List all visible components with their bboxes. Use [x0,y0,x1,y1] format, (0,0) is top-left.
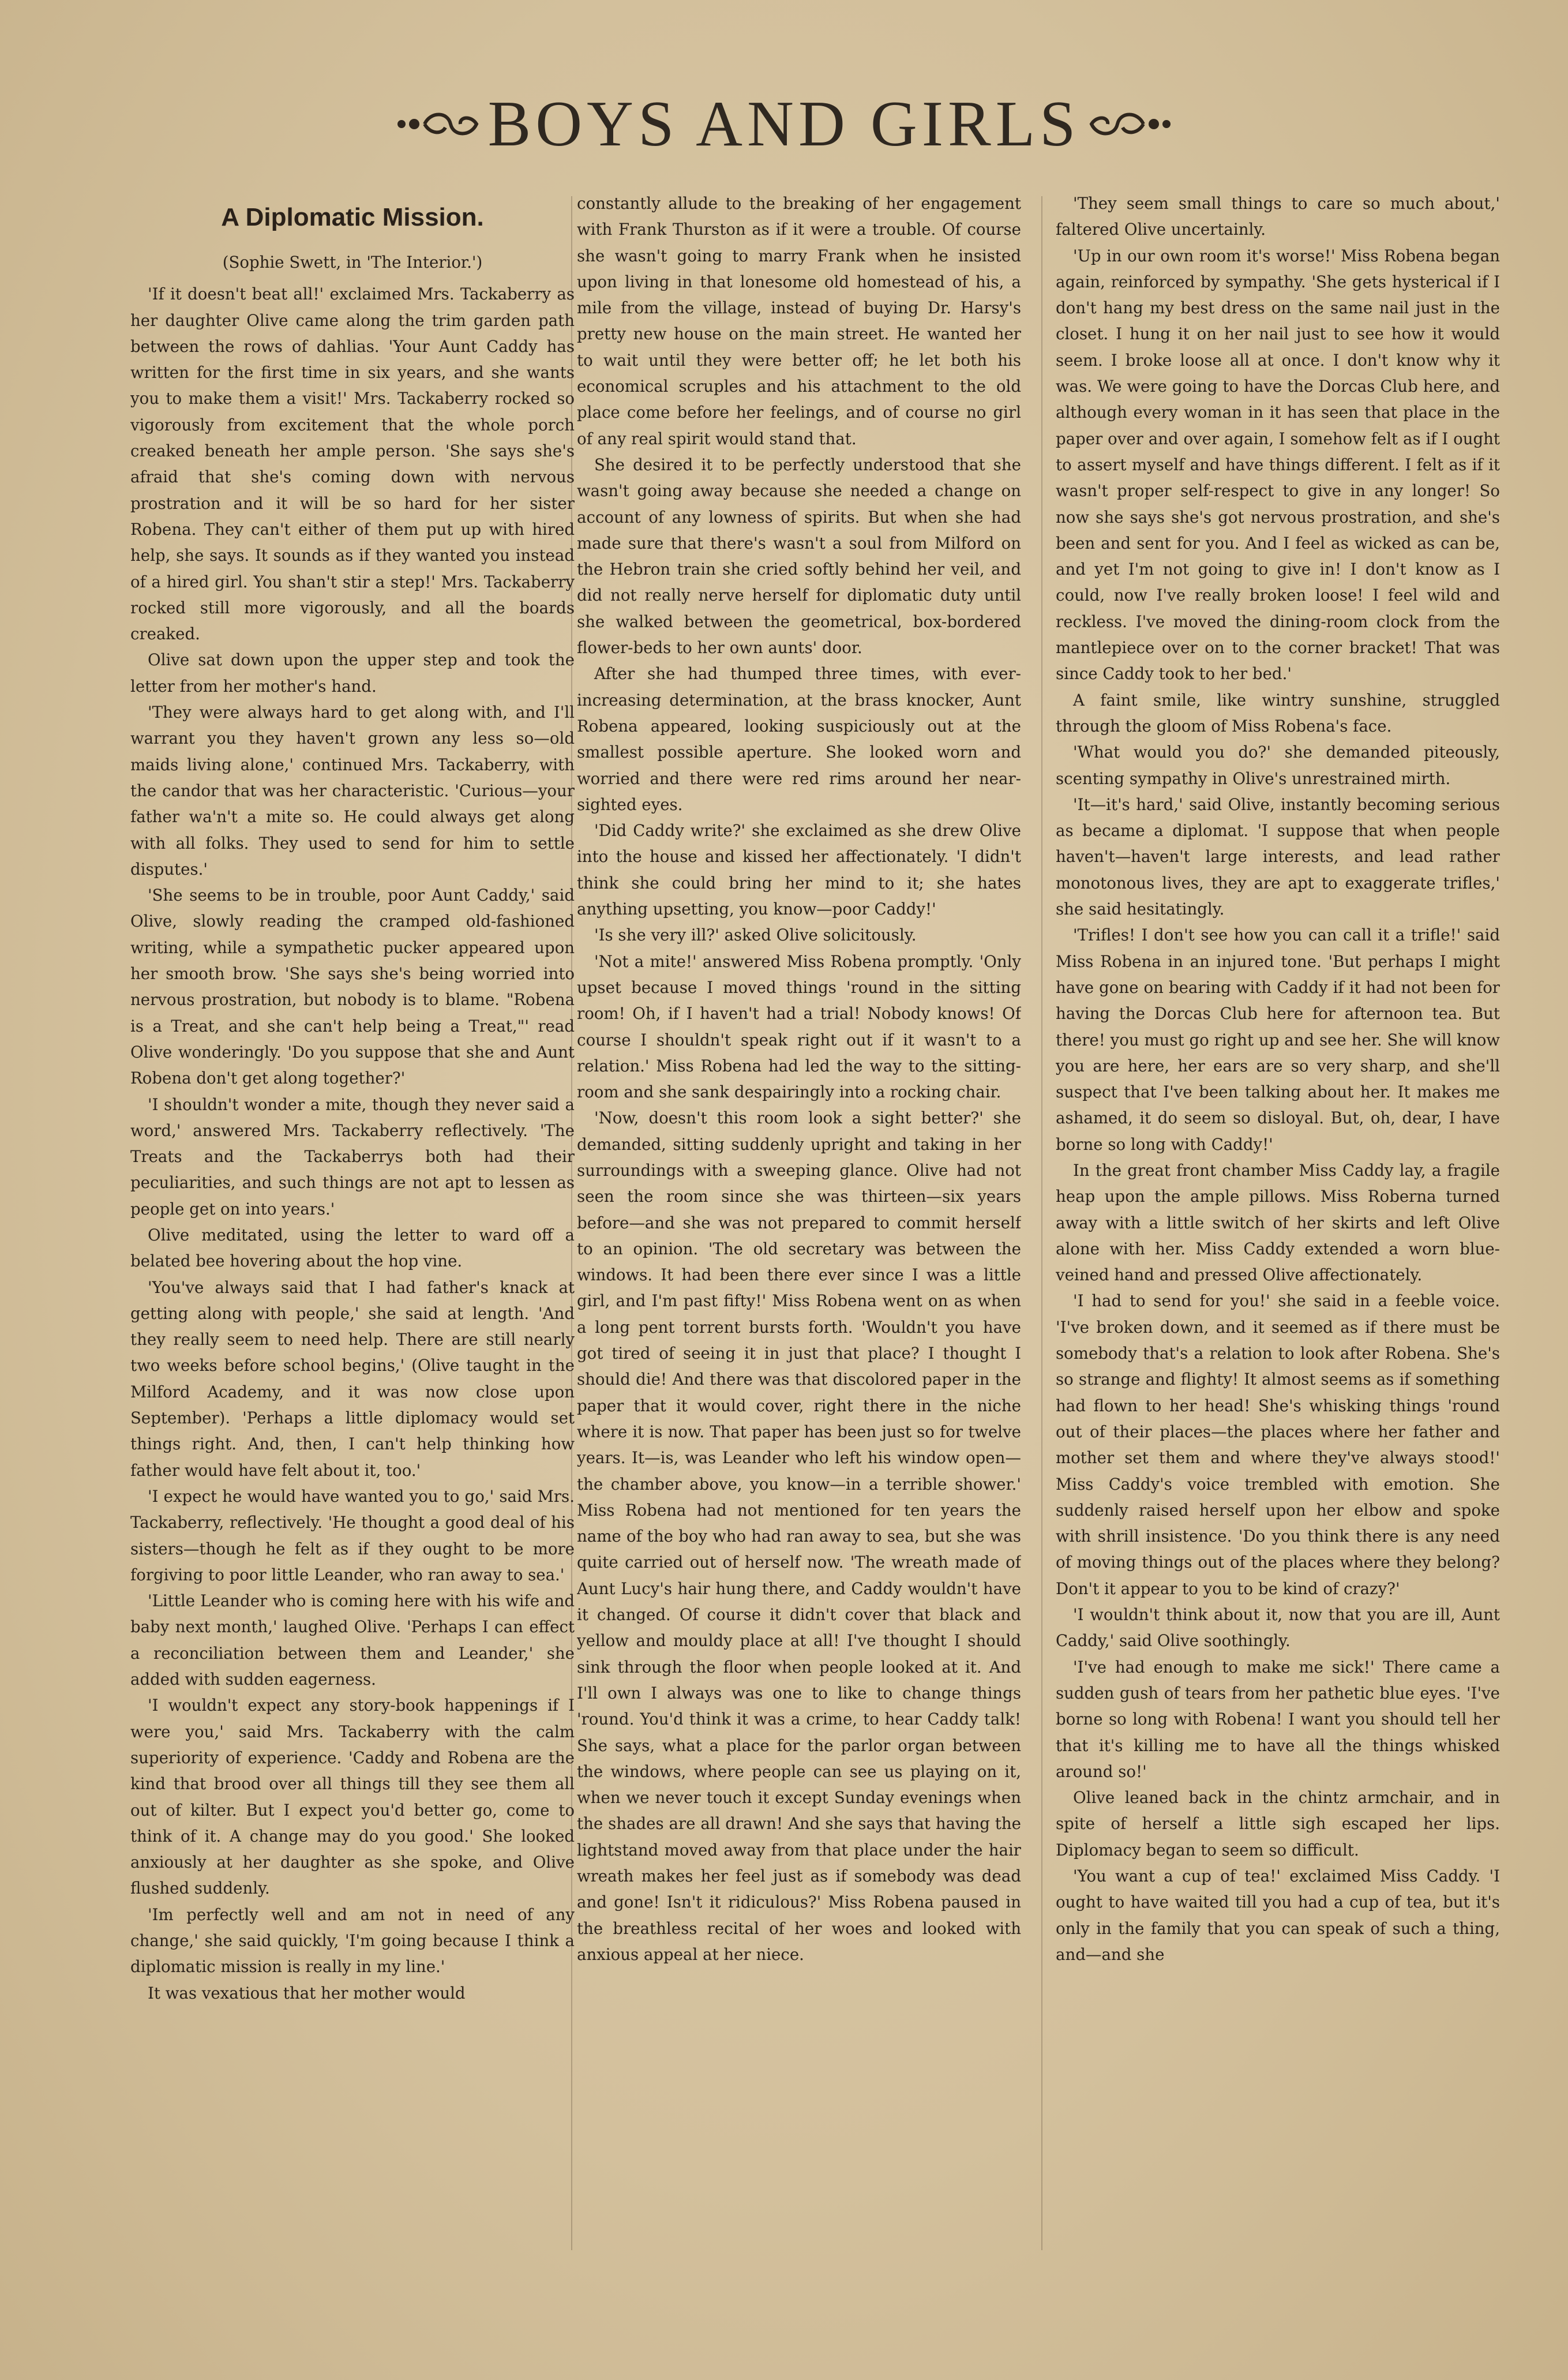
paragraph: It was vexatious that her mother would [148,1983,466,2003]
paragraph: 'Did Caddy write?' she exclaimed as she drew Olive into the house and kissed her affectionately. 'I didn't think she could bring her mind to it; she hates anything upsetting, you know—poor Caddy!' [577,821,1021,919]
paragraph: 'They seem small things to care so much about,' faltered Olive uncertainly. [1056,194,1500,239]
column-divider [571,196,572,2250]
paragraph: 'Little Leander who is coming here with his wife and baby next month,' laughed Olive. 'Perhaps I can effect a reconciliation between them and Leander,' she added with sudden eagerness. [130,1591,575,1689]
paragraph: 'Im perfectly well and am not in need of any change,' she said quickly, 'I'm going because I think a diplomatic mission is really in my line.' [130,1905,575,1977]
paragraph: 'Trifles! I don't see how you can call it a trifle!' said Miss Robena in an injured tone. 'But perhaps I might have gone on bearing with Caddy if it had not been for having the Dorcas Club here for afternoon tea. But there! you must go right up and see her. She will know you are here, her ears are so very sharp, and she'll suspect that I've been talking about her. It makes me ashamed, it do seem so disloyal. But, oh, dear, I have borne so long with Caddy!' [1056,925,1500,1154]
masthead [0,81,1568,167]
paragraph: 'Is she very ill?' asked Olive solicitously. [594,925,917,945]
paragraph: 'They were always hard to get along with, and I'll warrant you they haven't grown any less so—old maids living alone,' continued Mrs. Tackaberry, with the candor that was her characteristic. 'Curious—your father wa'n't a mite so. He could always get along with all folks. They used to send for him to settle disputes.' [130,703,575,879]
paragraph: 'I shouldn't wonder a mite, though they never said a word,' answered Mrs. Tackaberry reflectively. 'The Treats and the Tackaberrys both had their peculiarities, and such things are not apt to lessen as people get on into years.' [130,1095,575,1219]
paragraph: 'I expect he would have wanted you to go,' said Mrs. Tackaberry, reflectively. 'He thought a good deal of his sisters—though he felt as if they ought to be more forgiving to poor little Leander, who ran away to sea.' [130,1486,575,1584]
article-column-1 [130,190,575,2279]
paragraph: 'If it doesn't beat all!' exclaimed Mrs. Tackaberry as her daughter Olive came along the trim garden path between the rows of dahlias. 'Your Aunt Caddy has written for the first time in six years, and she wants you to make them a visit!' Mrs. Tackaberry rocked so vigorously from excitement that the whole porch creaked beneath her ample person. 'She says she's afraid that she's coming down with nervous prostration and it will be so hard for her sister Robena. They can't either of them put up with hired help, she says. It sounds as if they wanted you instead of a hired girl. You shan't stir a step!' Mrs. Tackaberry rocked still more vigorously, and all the boards creaked. [130,284,575,644]
paragraph: After she had thumped three times, with ever-increasing determination, at the brass knocker, Aunt Robena appeared, looking suspiciously out at the smallest possible aperture. She looked worn and worried and there were red rims around her near-sighted eyes. [577,664,1021,814]
paragraph: 'She seems to be in trouble, poor Aunt Caddy,' said Olive, slowly reading the cramped old-fashioned writing, while a sympathetic pucker appeared upon her smooth brow. 'She says she's being worried into nervous prostration, but nobody is to blame. "Robena is a Treat, and she can't help being a Treat,"' read Olive wonderingly. 'Do you suppose that she and Aunt Robena don't get along together?' [130,886,575,1088]
paragraph: 'Not a mite!' answered Miss Robena promptly. 'Only upset because I moved things 'round in the sitting room! Oh, if I haven't had a trial! Nobody knows! Of course I shouldn't speak right out if it wasn't to a relation.' Miss Robena had led the way to the sitting-room and she sank despairingly into a rocking chair. [577,951,1021,1102]
article-title: A Diplomatic Mission. [221,203,484,231]
article-byline: (Sophie Swett, in 'The Interior.') [222,253,483,272]
paragraph: 'Up in our own room it's worse!' Miss Robena began again, reinforced by sympathy. 'She gets hysterical if I don't hang my best dress on the same nail just in the closet. I hung it on her nail just to see how it would seem. I broke loose all at once. I don't know why it was. We were going to have the Dorcas Club here, and although every woman in it has seen that place in the paper over and over again, I somehow felt as if I ought to assert myself and have things different. I felt as if it wasn't proper self-respect to give in any longer! So now she says she's got nervous prostration, and she's been and sent for you. And I feel as wicked as can be, and yet I'm not going to give in! I don't know as I could, now I've really broken loose! I feel wild and reckless. I've moved the dining-room clock from the mantlepiece over on to the corner bracket! That was since Caddy took to her bed.' [1056,246,1500,684]
paragraph: Olive sat down upon the upper step and took the letter from her mother's hand. [130,650,575,696]
paragraph: In the great front chamber Miss Caddy lay, a fragile heap upon the ample pillows. Miss Roberna turned away with a little switch of her skirts and left Olive alone with her. Miss Caddy extended a worn blue-veined hand and pressed Olive affectionately. [1056,1160,1500,1285]
paragraph: 'I wouldn't think about it, now that you are ill, Aunt Caddy,' said Olive soothingly. [1056,1605,1500,1651]
paragraph: 'I've had enough to make me sick!' There came a sudden gush of tears from her pathetic blue eyes. 'I've borne so long with Robena! I want you should tell her that it's killing me to have all the things whisked around so!' [1056,1657,1500,1781]
paragraph: 'You want a cup of tea!' exclaimed Miss Caddy. 'I ought to have waited till you had a cup of tea, but it's only in the family that you can speak of such a thing, and—and she [1056,1866,1500,1964]
paragraph: 'I wouldn't expect any story-book happenings if I were you,' said Mrs. Tackaberry with the calm superiority of experience. 'Caddy and Robena are the kind that brood over all things till they see them all out of kilter. But I expect you'd better go, come to think of it. A change may do you good.' She looked anxiously at her daughter as she spoke, and Olive flushed suddenly. [130,1696,575,1898]
paragraph: 'I had to send for you!' she said in a feeble voice. 'I've broken down, and it seemed as if there must be somebody that's a relation to look after Robena. She's so strange and flighty! It almost seems as if something had flown to her head! She's whisking things 'round out of their places—the places where her father and mother set them and where they've always stood!' Miss Caddy's voice trembled with emotion. She suddenly raised herself upon her elbow and spoke with shrill insistence. 'Do you think there is any need of moving things out of the places where they belong? Don't it appear to you to be kind of crazy?' [1056,1291,1500,1598]
paragraph: Olive leaned back in the chintz armchair, and in spite of herself a little sigh escaped her lips. Diplomacy began to seem so difficult. [1056,1788,1500,1860]
paragraph: 'Now, doesn't this room look a sight better?' she demanded, sitting suddenly upright and taking in her surroundings with a sweeping glance. Olive had not seen the room since she was thirteen—six years before—and she was not prepared to commit herself to an opinion. 'The old secretary was between the windows. It had been there ever since I was a little girl, and I'm past fifty!' Miss Robena went on as when a long pent torrent bursts forth. 'Wouldn't you have got tired of seeing it in just that place? I thought I should die! And there was that discolored paper in the paper that it would cover, right there in the niche where it is now. That paper has been just so for twelve years. It—is, was Leander who left his window open—the chamber above, you know—in a terrible shower.' Miss Robena had not mentioned for ten years the name of the boy who had ran away to sea, but she was quite carried out of herself now. 'The wreath made of Aunt Lucy's hair hung there, and Caddy wouldn't have it changed. Of course it didn't cover that black and yellow and mouldy place at all! I've thought I should sink through the floor when people looked at it. And I'll own I always was one to like to change things 'round. You'd think it was a crime, to hear Caddy talk! She says, what a place for the parlor organ between the windows, where people can see us playing on it, when we never touch it except Sunday evenings when the shades are all drawn! And she says that having the lightstand moved away from that place under the hair wreath makes her feel just as if somebody was dead and gone! Isn't it ridiculous?' Miss Robena paused in the breathless recital of her woes and looked with anxious appeal at her niece. [577,1108,1021,1964]
scroll-ornament-icon [396,107,482,141]
paragraph: A faint smile, like wintry sunshine, struggled through the gloom of Miss Robena's face. [1056,690,1500,736]
paragraph: She desired it to be perfectly understood that she wasn't going away because she needed a change on account of any lowness of spirits. But when she had made sure that there's wasn't a soul from Milford on the Hebron train she cried softly behind her veil, and did not really nerve herself for diplomatic duty until she walked between the geometrical, box-bordered flower-beds to her own aunts' door. [577,455,1021,658]
paragraph: Olive meditated, using the letter to ward off a belated bee hovering about the hop vine. [130,1225,575,1271]
paragraph: 'You've always said that I had father's knack at getting along with people,' she said at length. 'And they really seem to need help. There are still nearly two weeks before school begins,' (Olive taught in the Milford Academy, and it was now close upon September). 'Perhaps a little diplomacy would set things right. And, then, I can't help thinking how father would have felt about it, too.' [130,1277,575,1480]
paragraph: constantly allude to the breaking of her engagement with Frank Thurston as if it were a trouble. Of course she wasn't going to marry Frank when he insisted upon living in that lonesome old homestead of his, a mile from the village, instead of buying Dr. Harsy's pretty new house on the main street. He wanted her to wait until they were better off; he let both his economical scruples and his attachment to the old place come before her feelings, and of course no girl of any real spirit would stand that. [577,194,1021,448]
paragraph: 'What would you do?' she demanded piteously, scenting sympathy in Olive's unrestrained mirth. [1056,743,1500,788]
column-divider [1041,196,1042,2250]
page-title: BOYS AND GIRLS [487,88,1081,160]
article-column-3 [1056,190,1500,2279]
paragraph: 'It—it's hard,' said Olive, instantly becoming serious as became a diplomat. 'I suppose that when people haven't—haven't large interests, and lead rather monotonous lives, they are apt to exaggerate trifles,' she said hesitatingly. [1056,794,1500,919]
scroll-ornament-icon [1086,107,1172,141]
article-column-2 [577,190,1021,2279]
